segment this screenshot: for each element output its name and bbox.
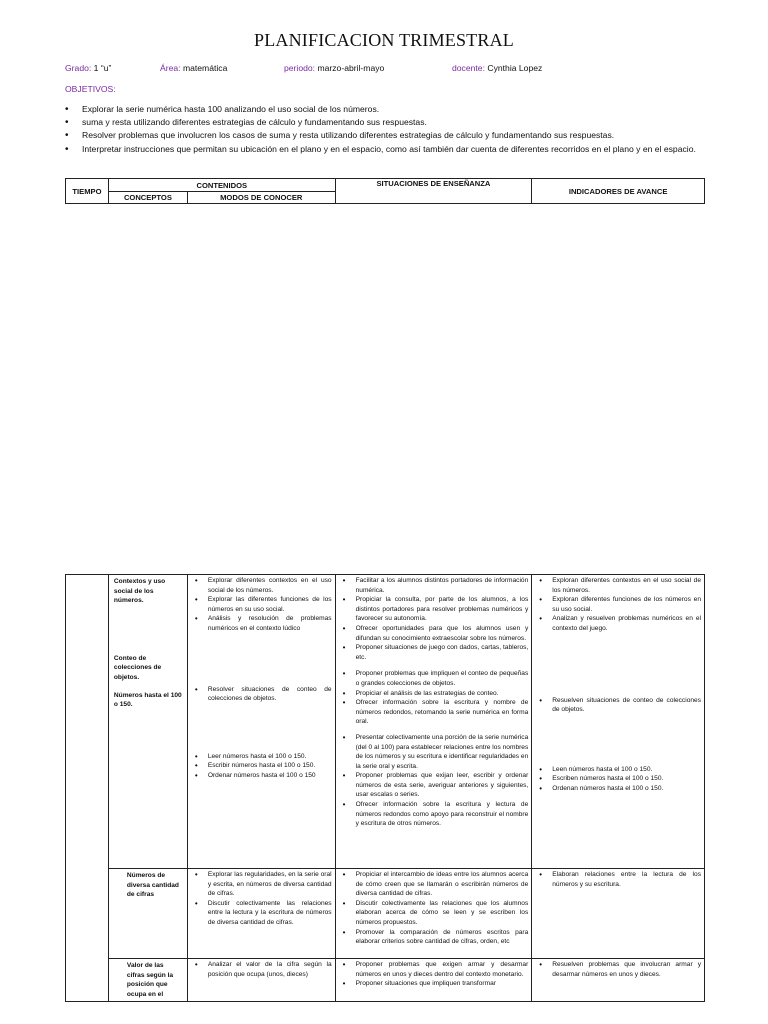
grado-label: Grado: [65,63,92,73]
docente-label: docente: [452,63,485,73]
modos-cell [187,869,335,959]
list-item: • Leer números hasta el 100 o 150. [191,752,332,762]
area-value: matemática [182,63,228,73]
objectives-list [65,103,710,156]
bullet-list [535,576,701,634]
conceptos-cell [108,575,187,869]
header-contenidos: CONTENIDOS [108,179,335,192]
conceptos-cell [108,959,187,1002]
list-item: • Ordenar números hasta el 100 o 150 [191,771,332,781]
list-item: • Ofrecer información sobre la escritura y nombre de números redondos, retomando la serie numérica en forma oral. [339,698,529,727]
list-item: • Explorar las diferentes funciones de los números en su uso social. [191,595,332,614]
objectives-heading: OBJETIVOS: [65,84,116,94]
list-item: • Proponer situaciones de juego con dados, cartas, tableros, etc. [339,643,529,662]
list-item: • Exploran diferentes contextos en el uso social de los números. [535,576,701,595]
bullet-list [339,576,529,662]
list-item: • Proponer situaciones que impliquen transformar [339,979,529,989]
indicadores-cell [532,869,705,959]
list-item: • Propiciar la consulta, por parte de los alumnos, a los distintos portadores para resolver problemas numéricos y favorecer su autonomía. [339,595,529,624]
planning-table-header [65,178,705,204]
bullet-list [191,685,332,704]
list-item: • Proponer problemas que exigen armar y desarmar números en unos y dieces dentro del contexto monetario. [339,960,529,979]
list-item: • Resolver situaciones de conteo de colecciones de objetos. [191,685,332,704]
list-item: • Discutir colectivamente las relaciones entre la lectura y la escritura de números de diversa cantidad de cifras. [191,899,332,928]
modos-cell [187,959,335,1002]
header-situaciones: SITUACIONES DE ENSEÑANZA [335,179,532,204]
grado-field [65,63,111,73]
list-item: • Proponer problemas que impliquen el conteo de pequeñas o grandes colecciones de objetos. [339,669,529,688]
objective-item: • Resolver problemas que involucren los casos de suma y resta utilizando diferentes estrategias de cálculo y fundamentando sus respuestas. [65,129,710,142]
concept-text: Números de diversa cantidad de cifras [126,872,179,899]
area-field [160,63,227,73]
objective-item: • Interpretar instrucciones que permitan su ubicación en el plano y en el espacio, como así también dar cuenta de diferentes recorridos en el plano y en el espacio. [65,143,710,156]
header-indicadores: INDICADORES DE AVANCE [532,179,705,204]
bullet-list [191,576,332,634]
header-conceptos: CONCEPTOS [108,192,187,204]
bullet-list [339,669,529,727]
list-item: • Exploran diferentes funciones de los números en su uso social. [535,595,701,614]
list-item: • Facilitar a los alumnos distintos portadores de información numérica. [339,576,529,595]
list-item: • Leen números hasta el 100 o 150. [535,765,701,775]
list-item: • Elaboran relaciones entre la lectura de los números y su escritura. [535,870,701,889]
list-item: • Propiciar el intercambio de ideas entre los alumnos acerca de cómo creen que se llamarán o escribirán números de diversa cantidad de cifras. [339,870,529,899]
list-item: • Escribir números hasta el 100 o 150. [191,761,332,771]
bullet-list [339,870,529,947]
bullet-list [535,870,701,889]
area-label: Área: [160,63,181,73]
bullet-list [339,960,529,989]
bullet-list [191,960,332,979]
conceptos-cell [108,869,187,959]
list-item: • Ofrecer información sobre la escritura y lectura de números redondos como apoyo para reconstruir el nombre y escritura de otros números. [339,800,529,829]
list-item: • Analizar el valor de la cifra según la posición que ocupa (unos, dieces) [191,960,332,979]
list-item: • Resuelven problemas que involucran armar y desarmar números en unos y dieces. [535,960,701,979]
planning-table-body [65,574,705,1002]
bullet-list [535,765,701,794]
header-tiempo: TIEMPO [66,179,109,204]
situaciones-cell [335,575,532,869]
list-item: • Escriben números hasta el 100 o 150. [535,774,701,784]
table-row [66,959,705,1002]
bullet-list [191,752,332,781]
situaciones-cell [335,959,532,1002]
periodo-label: periodo: [284,63,316,73]
docente-value: Cynthia Lopez [487,63,543,73]
concept-text: Valor de las cifras según la posición que ocupa en el [126,962,174,998]
header-modos: MODOS DE CONOCER [187,192,335,204]
periodo-field [284,63,384,73]
list-item: • Explorar las regularidades, en la serie oral y escrita, en números de diversa cantidad de cifras. [191,870,332,899]
list-item: • Ordenan números hasta el 100 o 150. [535,784,701,794]
bullet-list [535,960,701,979]
bullet-list [535,696,701,715]
list-item: • Proponer problemas que exijan leer, escribir y ordenar números de esta serie, averiguar anteriores y siguientes, usar escalas o series. [339,771,529,800]
grado-value: 1 “u” [93,63,112,73]
concept-text: Conteo de colecciones de objetos. [113,654,162,681]
table-row [66,869,705,959]
list-item: • Promover la comparación de números escritos para elaborar criterios sobre cantidad de cifras, orden, etc [339,928,529,947]
list-item: • Presentar colectivamente una porción de la serie numérica (del 0 al 100) para establecer relaciones entre los nombres de los números y su escritura e identificar regularidades en la serie oral y escrita. [339,733,529,771]
list-item: • Explorar diferentes contextos en el uso social de los números. [191,576,332,595]
list-item: • Análisis y resolución de problemas numéricos en el contexto lúdico [191,614,332,633]
indicadores-cell [532,575,705,869]
periodo-value: marzo-abril-mayo [317,63,385,73]
list-item: • Ofrecer oportunidades para que los alumnos usen y difundan su conocimiento extraescolar sobre los números. [339,624,529,643]
modos-cell [187,575,335,869]
objective-item: • suma y resta utilizando diferentes estrategias de cálculo y fundamentando sus respuestas. [65,116,710,129]
concept-text: Números hasta el 100 o 150. [113,691,182,709]
list-item: • Analizan y resuelven problemas numéricos en el contexto del juego. [535,614,701,633]
docente-field [452,63,542,73]
list-item: • Resuelven situaciones de conteo de colecciones de objetos. [535,696,701,715]
list-item: • Propiciar el análisis de las estrategias de conteo. [339,689,529,699]
situaciones-cell [335,869,532,959]
bullet-list [339,733,529,829]
concept-text: Contextos y uso social de los números. [113,578,166,605]
bullet-list [191,870,332,928]
document-title: PLANIFICACION TRIMESTRAL [254,30,514,50]
table-row [66,575,705,869]
objective-item: • Explorar la serie numérica hasta 100 analizando el uso social de los números. [65,103,710,116]
tiempo-cell [66,575,109,1002]
list-item: • Discutir colectivamente las relaciones que los alumnos elaboran acerca de cómo se leen y se escriben los números propuestos. [339,899,529,928]
indicadores-cell [532,959,705,1002]
